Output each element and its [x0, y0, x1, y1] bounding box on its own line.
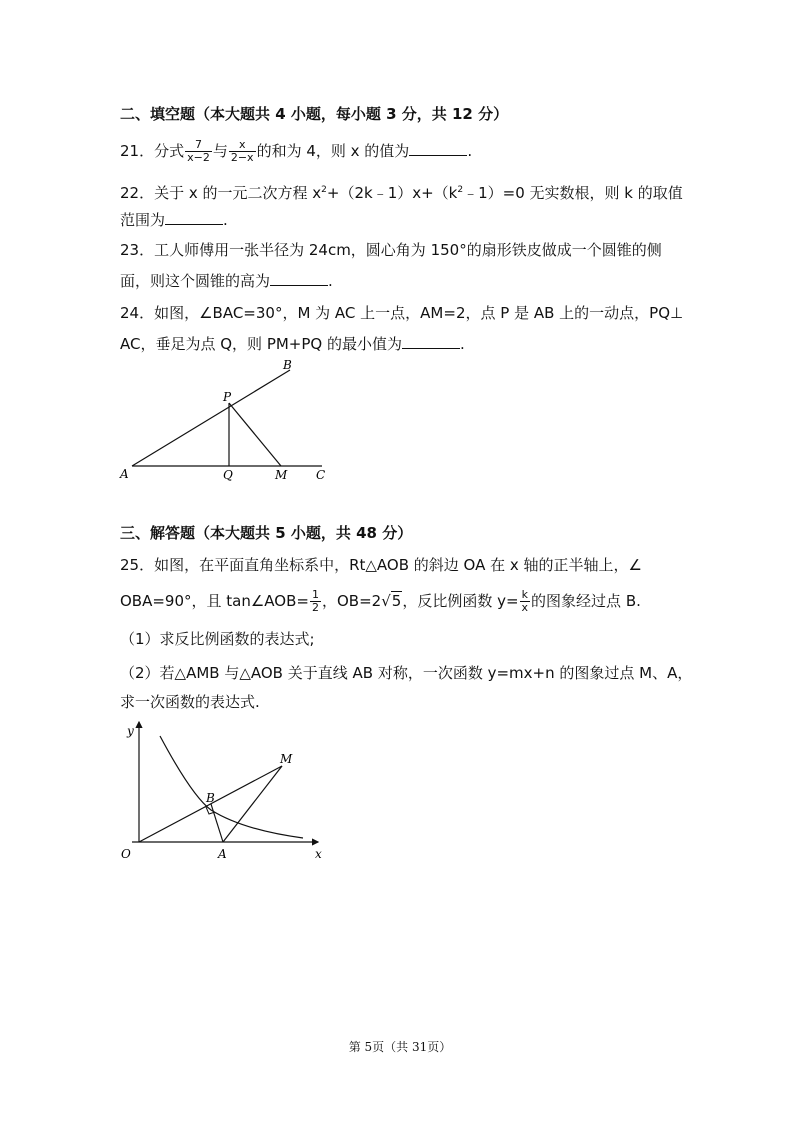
line-ba — [211, 804, 223, 842]
label-a: A — [218, 847, 227, 861]
line-am — [223, 766, 282, 842]
label-q: Q — [223, 468, 233, 482]
k-over-x-fraction: $\frac{k}{x}$ — [521, 588, 529, 614]
question-21: 21．分式 $\frac{7}{x-2}$ 与 $\frac{x}{2-x}$ 的和为 4，则 x 的值为 . — [120, 138, 473, 164]
q25-coordinate-figure — [118, 718, 338, 878]
q21-mid: 与 — [212, 142, 228, 160]
q21-prefix: 21．分式 — [120, 142, 185, 160]
page-footer: 第 5页（共 31页） — [348, 1040, 452, 1054]
label-m: M — [275, 468, 288, 482]
label-b: B — [206, 791, 215, 805]
question-25-part-2-line-2: 求一次函数的表达式. — [120, 693, 260, 711]
question-23-line-2: 面，则这个圆锥的高为 . — [120, 272, 333, 290]
answer-blank — [165, 210, 223, 225]
section-2-heading: 二、填空题（本大题共 4 小题，每小题 3 分，共 12 分） — [120, 105, 509, 123]
question-22-line-1: 22．关于 x 的一元二次方程 $x^2+(2k﹣1)x+(k^2﹣1)=0$ 无实数根，则 k 的取值 — [120, 184, 683, 202]
label-o: O — [121, 847, 131, 861]
question-24-line-2: AC，垂足为点 Q，则 PM+PQ 的最小值为 . — [120, 335, 465, 353]
section-3-heading: 三、解答题（本大题共 5 小题，共 48 分） — [120, 524, 413, 542]
q21-fraction-2: $\frac{x}{2-x}$ — [230, 138, 254, 164]
label-a: A — [120, 467, 129, 481]
answer-blank — [409, 141, 467, 156]
line-pm — [229, 403, 281, 466]
question-25-part-1: （1）求反比例函数的表达式; — [120, 630, 315, 648]
question-24-line-1: 24．如图，∠BAC=30°，M 为 AC 上一点，AM=2，点 P 是 AB 上的一动点，PQ⊥ — [120, 304, 684, 322]
label-m: M — [280, 752, 293, 766]
label-y: y — [127, 724, 134, 738]
label-c: C — [316, 468, 326, 482]
label-x: x — [315, 847, 322, 861]
q21-suffix: 的和为 4，则 x 的值为 — [256, 142, 410, 160]
line-ab — [132, 370, 290, 466]
label-b: B — [283, 358, 292, 372]
q21-fraction-1: $\frac{7}{x-2}$ — [187, 138, 210, 164]
question-25-part-2-line-1: （2）若△AMB 与△AOB 关于直线 AB 对称，一次函数 y=mx+n 的图象过点 M、A， — [120, 664, 693, 682]
question-23-line-1: 23．工人师傅用一张半径为 24cm，圆心角为 150°的扇形铁皮做成一个圆锥的侧 — [120, 241, 662, 259]
answer-blank — [270, 271, 328, 286]
q24-triangle-figure — [118, 355, 338, 490]
answer-blank — [402, 334, 460, 349]
question-22-line-2: 范围为 . — [120, 211, 228, 229]
question-25-line-2: OBA=90°，且 tan∠AOB= $\frac{1}{2}$ ，OB=2√5，反比例函数 y= $\frac{k}{x}$ 的图象经过点 B. — [120, 588, 641, 614]
sqrt-five: √5 — [381, 592, 402, 610]
question-25-line-1: 25．如图，在平面直角坐标系中，Rt△AOB 的斜边 OA 在 x 轴的正半轴上，∠ — [120, 556, 642, 574]
tan-fraction: $\frac{1}{2}$ — [311, 588, 319, 614]
label-p: P — [223, 390, 232, 404]
